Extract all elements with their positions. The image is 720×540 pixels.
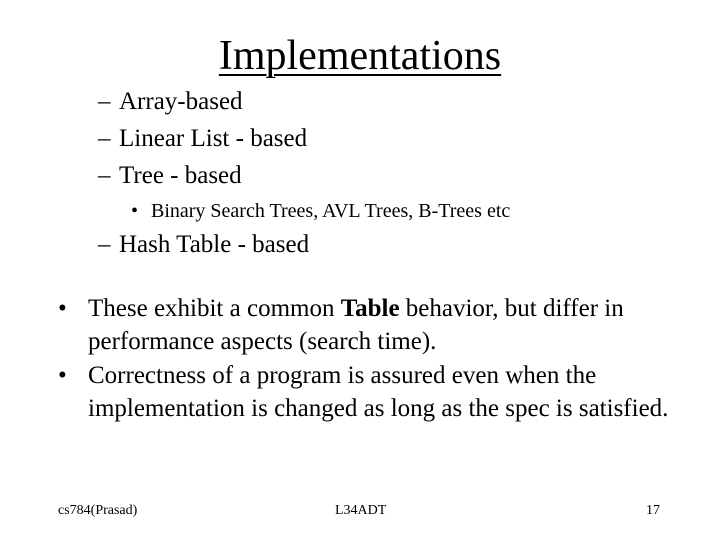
bullet-marker: • <box>58 295 67 322</box>
subsub-item-tree-types <box>131 199 510 223</box>
bullet-table-behavior <box>58 292 678 358</box>
sub-item-hash-table-based <box>98 230 309 260</box>
footer-lecture: L34ADT <box>335 503 387 518</box>
subsub-item-text: Binary Search Trees, AVL Trees, B-Trees etc <box>151 200 511 222</box>
sub-item-text: Array-based <box>119 88 243 115</box>
bullet-text-end: behavior, but differ in performance aspects (search time). <box>88 295 624 355</box>
sub-item-text: Hash Table - based <box>119 231 310 258</box>
dash-marker: – <box>98 125 111 152</box>
slide-title-text: Implementations <box>218 33 502 79</box>
slide-title <box>0 30 720 82</box>
footer-page-number: 17 <box>646 503 660 518</box>
sub-item-text: Tree - based <box>119 162 242 189</box>
bullet-text: Correctness of a program is assured even when the implementation is changed as long as the spec is satisfied. <box>88 362 669 422</box>
footer-course: cs784(Prasad) <box>58 503 138 518</box>
bullet-text <box>88 292 678 358</box>
bullet-marker: • <box>131 200 139 222</box>
bullet-marker: • <box>58 362 67 389</box>
sub-item-linear-list-based <box>98 124 307 154</box>
bullet-correctness <box>58 359 678 425</box>
sub-item-tree-based <box>98 161 242 191</box>
sub-item-text: Linear List - based <box>119 125 308 152</box>
bullet-text-start: These exhibit a common <box>88 295 341 322</box>
bullet-text-emphasis: Table <box>340 295 400 322</box>
dash-marker: – <box>98 231 111 258</box>
dash-marker: – <box>98 88 111 115</box>
sub-item-array-based <box>98 87 243 117</box>
dash-marker: – <box>98 162 111 189</box>
